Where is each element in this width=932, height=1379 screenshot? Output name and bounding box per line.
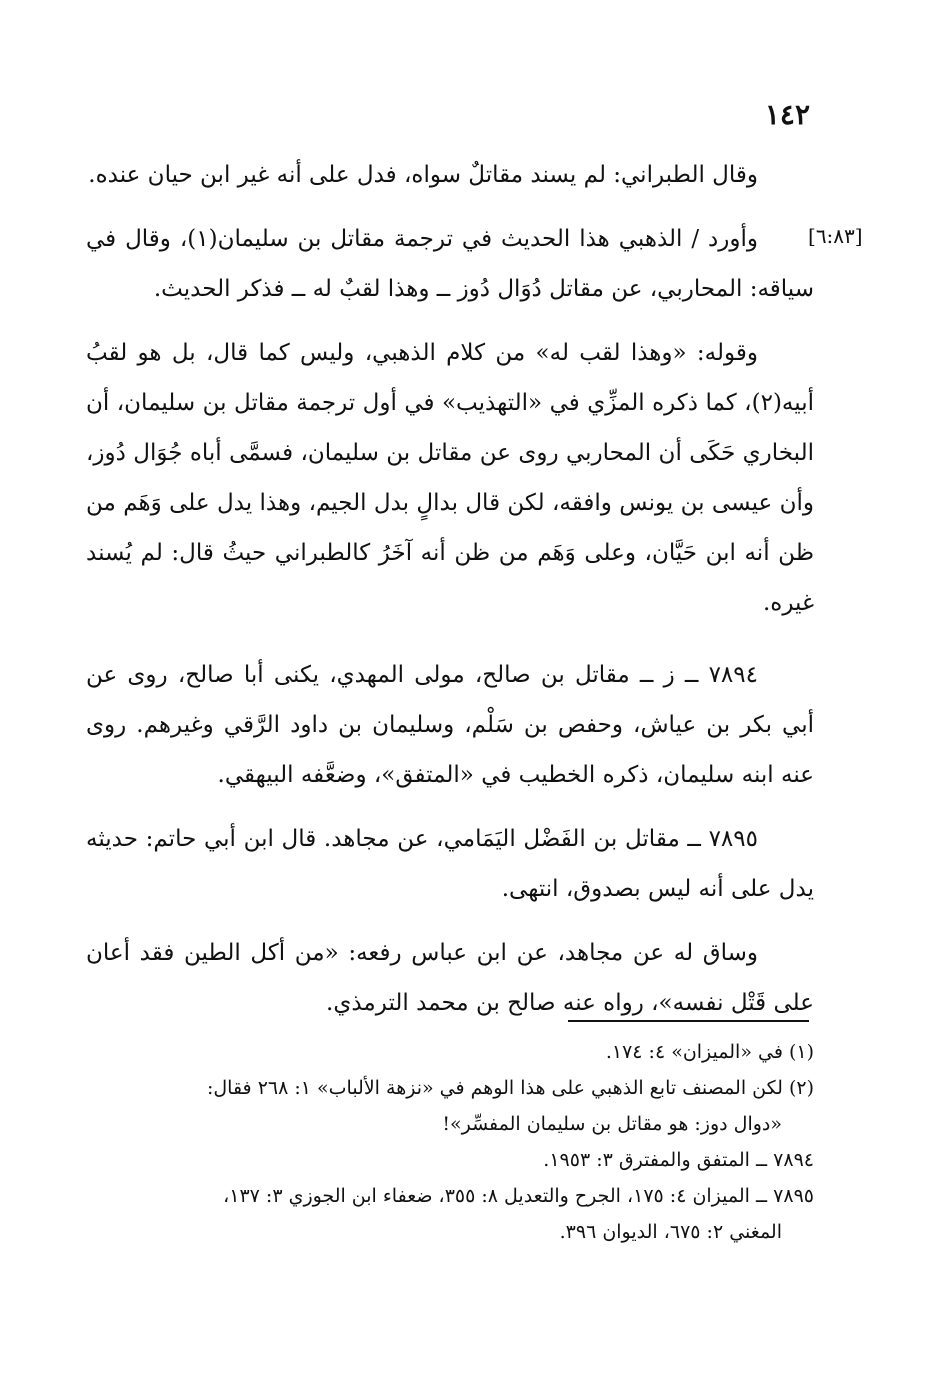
margin-reference: [٦:٨٣] (808, 224, 863, 248)
footnote-divider (568, 1020, 809, 1022)
paragraph-tabarani: وقال الطبراني: لم يسند مقاتلٌ سواه، فدل على أنه غير ابن حيان عنده. (88, 162, 758, 188)
footnote-7895-continuation: المغني ٢: ٦٧٥، الديوان ٣٩٦. (559, 1221, 782, 1243)
entry-7894: ٧٨٩٤ ــ ز ــ مقاتل بن صالح، مولى المهدي، يكنى أبا صالح، روى عن أبي بكر بن عياش، وحفص بن سَلْم، وسليمان بن داود الرَّقي وغيرهم. روى عنه ابنه سليمان، ذكره الخطيب في «المتفق»، وضعَّفه البيهقي. (86, 662, 814, 788)
footnote-2-continuation: «دوال دوز: هو مقاتل بن سليمان المفسِّر»! (442, 1113, 782, 1135)
footnote-7895: ٧٨٩٥ ــ الميزان ٤: ١٧٥، الجرح والتعديل ٨: ٣٥٥، ضعفاء ابن الجوزي ٣: ١٣٧، (223, 1185, 814, 1207)
page-number: ١٤٢ (764, 98, 810, 131)
footnote-2: (٢) لكن المصنف تابع الذهبي على هذا الوهم في «نزهة الألباب» ١: ٢٦٨ فقال: (206, 1077, 814, 1099)
paragraph-clay-hadith: وساق له عن مجاهد، عن ابن عباس رفعه: «من أكل الطين فقد أعان على قَتْل نفسه»، رواه عنه صالح بن محمد الترمذي. (86, 940, 814, 1016)
footnote-7894: ٧٨٩٤ ــ المتفق والمفترق ٣: ١٩٥٣. (543, 1149, 814, 1171)
paragraph-dhahabi-hadith: وأورد / الذهبي هذا الحديث في ترجمة مقاتل بن سليمان(١)، وقال في سياقه: المحاربي، عن مقاتل دُوَال دُوز ــ وهذا لقبٌ له ــ فذكر الحديث. (86, 226, 814, 302)
entry-7895: ٧٨٩٥ ــ مقاتل بن الفَضْل اليَمَامي، عن مجاهد. قال ابن أبي حاتم: حديثه يدل على أنه ليس بصدوق، انتهى. (86, 826, 814, 902)
footnote-1: (١) في «الميزان» ٤: ١٧٤. (605, 1041, 814, 1063)
footnotes (86, 1034, 814, 1250)
paragraph-laqab-discussion: وقوله: «وهذا لقب له» من كلام الذهبي، وليس كما قال، بل هو لقبُ أبيه(٢)، كما ذكره المزِّي في «التهذيب» في أول ترجمة مقاتل بن سليمان، أن البخاري حَكَى أن المحاربي روى عن مقاتل بن سليمان، فسمَّى أباه جُوَال دُوز، وأن عيسى بن يونس وافقه، لكن قال بدالٍ بدل الجيم، وهذا يدل على وَهَم من ظن أنه ابن حَيَّان، وعلى وَهَم من ظن أنه آخَرُ كالطبراني حيثُ قال: لم يُسند غيره. (86, 340, 814, 616)
main-text (86, 150, 814, 1028)
